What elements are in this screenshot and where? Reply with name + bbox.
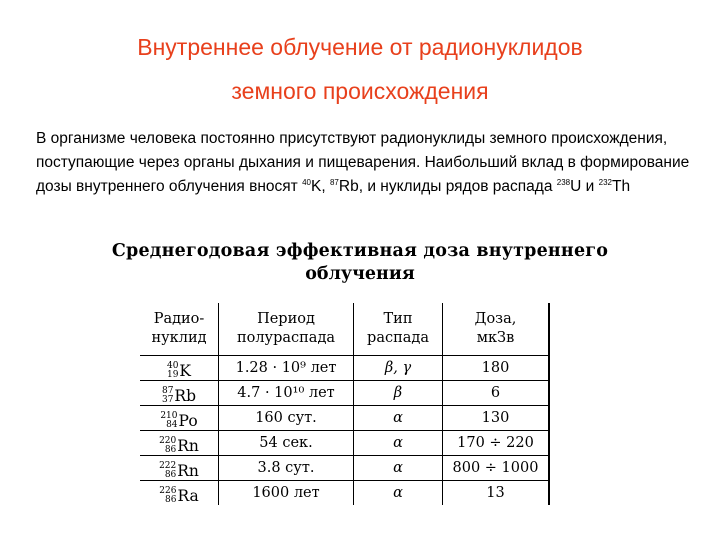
- connector-text: , и нуклиды рядов распада: [358, 178, 553, 195]
- nuclide-cell: 87 37 Rb: [140, 381, 219, 406]
- half-life-cell: 1600 лет: [219, 481, 354, 506]
- slide-title-line2: земного происхождения: [231, 78, 489, 104]
- dose-cell: 180: [443, 356, 550, 381]
- dose-table: [140, 303, 550, 505]
- table-row: [140, 431, 549, 456]
- k-mass: 40: [302, 178, 311, 187]
- decay-cell: β, γ: [354, 356, 443, 381]
- k-symbol: K: [311, 178, 322, 195]
- nuclide-cell: 226 86 Ra: [140, 481, 219, 506]
- nuclide-cell: 40 19 K: [140, 356, 219, 381]
- decay-cell: α: [354, 456, 443, 481]
- table-row: [140, 456, 549, 481]
- nuclide-cell: 210 84 Po: [140, 406, 219, 431]
- header-nuclide: Радио- нуклид: [140, 303, 219, 356]
- rb-symbol: Rb: [338, 178, 359, 195]
- table-header-row: [140, 303, 549, 356]
- half-life-cell: 1.28 · 10⁹ лет: [219, 356, 354, 381]
- header-dose: Доза, мкЗв: [443, 303, 550, 356]
- dose-cell: 13: [443, 481, 550, 506]
- nuclide-cell: 222 86 Rn: [140, 456, 219, 481]
- dose-cell: 130: [443, 406, 550, 431]
- decay-cell: α: [354, 406, 443, 431]
- slide-title-line1: Внутреннее облучение от радионуклидов: [137, 34, 583, 60]
- dose-cell: 6: [443, 381, 550, 406]
- body-text: В организме человека постоянно присутствуют радионуклиды земного происхождения, поступающие через органы дыхания и пищеварения. Наибольший вклад в формирование дозы внутреннего облучения вносят: [36, 130, 690, 195]
- half-life-cell: 54 сек.: [219, 431, 354, 456]
- decay-cell: α: [354, 431, 443, 456]
- rb-mass: 87: [329, 178, 339, 187]
- body-paragraph: В организме человека постоянно присутствуют радионуклиды земного происхождения, поступающие через органы дыхания и пищеварения. Наибольший вклад в формирование дозы внутреннего облучения вносят $^{40}$K, $^{87}$Rb, и нуклиды рядов распада $^{238}$U и $^{232}$Th: [36, 130, 690, 195]
- nuclide-cell: 220 86 Rn: [140, 431, 219, 456]
- u-mass: 238: [556, 178, 571, 187]
- and-text: и: [585, 178, 595, 195]
- dose-cell: 800 ÷ 1000: [443, 456, 550, 481]
- table-title-line1: Среднегодовая эффективная доза внутреннего: [111, 241, 609, 261]
- decay-cell: α: [354, 481, 443, 506]
- half-life-cell: 4.7 · 10¹⁰ лет: [219, 381, 354, 406]
- table-row: [140, 406, 549, 431]
- u-symbol: U: [570, 178, 582, 195]
- half-life-cell: 3.8 сут.: [219, 456, 354, 481]
- half-life-cell: 160 сут.: [219, 406, 354, 431]
- table-row: [140, 481, 549, 506]
- header-decay-type: Тип распада: [354, 303, 443, 356]
- dose-cell: 170 ÷ 220: [443, 431, 550, 456]
- th-mass: 232: [598, 178, 612, 187]
- table-row: [140, 356, 549, 381]
- decay-cell: β: [354, 381, 443, 406]
- table-title-line2: облучения: [305, 264, 415, 284]
- table-row: [140, 381, 549, 406]
- header-half-life: Период полураспада: [219, 303, 354, 356]
- th-symbol: Th: [611, 178, 631, 195]
